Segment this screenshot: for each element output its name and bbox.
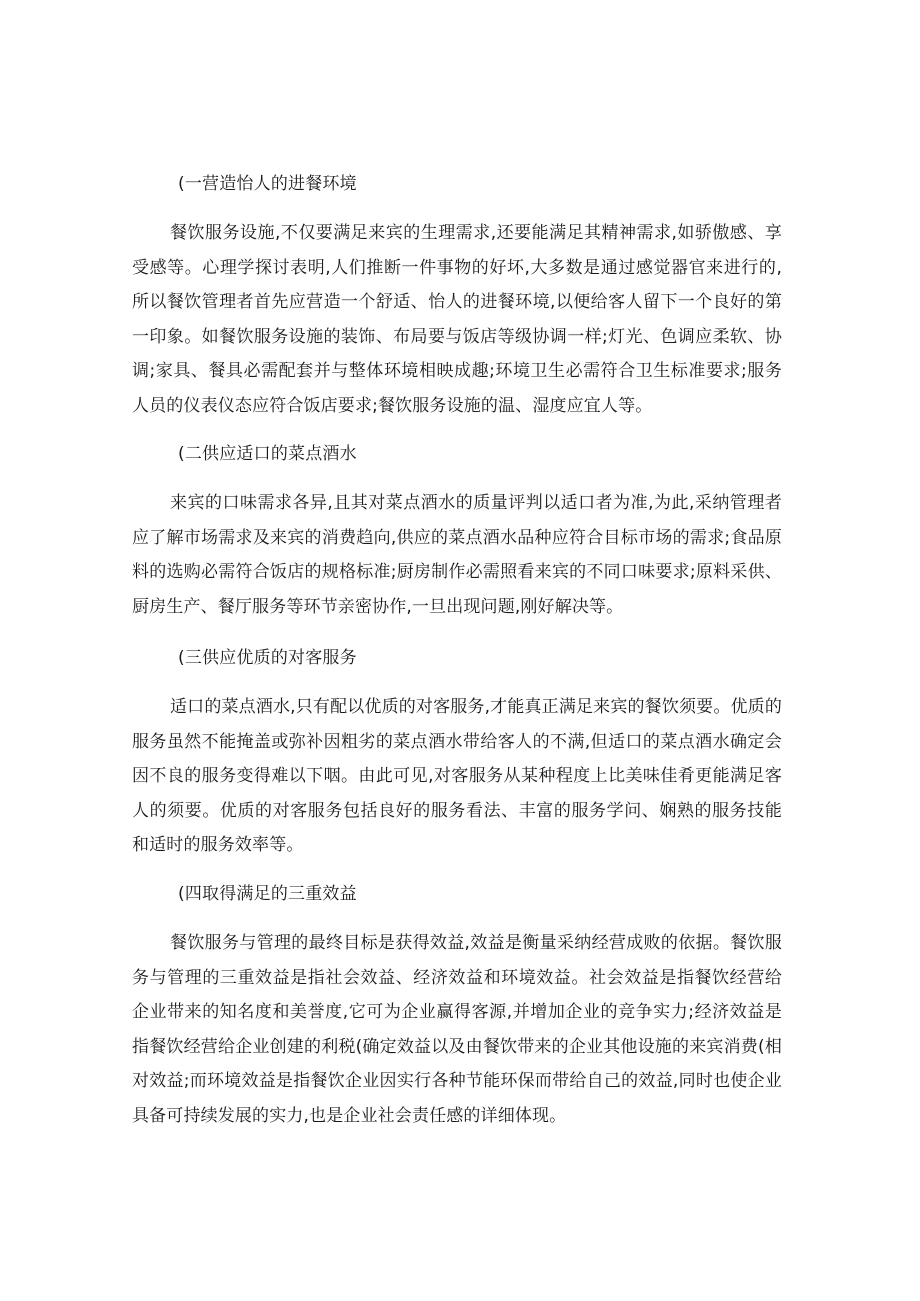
section-body-1: 餐饮服务设施,不仅要满足来宾的生理需求,还要能满足其精神需求,如骄傲感、享受感等。心理学探讨表明,人们推断一件事物的好坏,大多数是通过感觉器官来进行的,所以餐饮管理者首先应营造一个舒适、怡人的进餐环境,以便给客人留下一个良好的第一印象。如餐饮服务设施的装饰、布局要与饭店等级协调一样;灯光、色调应柔软、协调;家具、餐具必需配套并与整体环境相映成趣;环境卫生必需符合卫生标准要求;服务人员的仪表仪态应符合饭店要求;餐饮服务设施的温、湿度应宜人等。	[132, 223, 782, 416]
section-body-3: 适口的菜点酒水,只有配以优质的对客服务,才能真正满足来宾的餐饮须要。优质的服务虽然不能掩盖或弥补因粗劣的菜点酒水带给客人的不满,但适口的菜点酒水确定会因不良的服务变得难以下咽。由此可见,对客服务从某种程度上比美味佳肴更能满足客人的须要。优质的对客服务包括良好的服务看法、丰富的服务学问、娴熟的服务技能和适时的服务效率等。	[132, 697, 782, 855]
section-heading-3: (三供应优质的对客服务	[178, 648, 357, 668]
section-body-4: 餐饮服务与管理的最终目标是获得效益,效益是衡量采纳经营成败的依据。餐饮服务与管理的三重效益是指社会效益、经济效益和环境效益。社会效益是指餐饮经营给企业带来的知名度和美誉度,它可为企业赢得客源,并增加企业的竞争实力;经济效益是指餐饮经营给企业创建的利税(确定效益以及由餐饮带来的企业其他设施的来宾消费(相对效益;而环境效益是指餐饮企业因实行各种节能环保而带给自己的效益,同时也使企业具备可持续发展的实力,也是企业社会责任感的详细体现。	[132, 933, 782, 1126]
section-heading-4: (四取得满足的三重效益	[178, 884, 357, 904]
section-heading-1: (一营造怡人的进餐环境	[178, 174, 357, 194]
section-body-2: 来宾的口味需求各异,且其对菜点酒水的质量评判以适口者为准,为此,采纳管理者应了解市场需求及来宾的消费趋向,供应的菜点酒水品种应符合目标市场的需求;食品原料的选购必需符合饭店的规格标准;厨房制作必需照看来宾的不同口味要求;原料采供、厨房生产、餐厅服务等环节亲密协作,一旦出现问题,刚好解决等。	[132, 493, 782, 617]
section-heading-2: (二供应适口的菜点酒水	[178, 444, 357, 464]
